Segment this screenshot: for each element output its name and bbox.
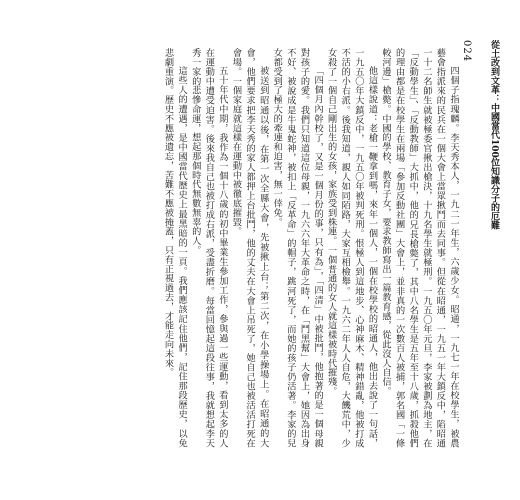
paragraph: 五十年代中期，我作為一個十八歲的初中畢業生參加工作，參與過一些運動，看到太多的人在運動中遭受迫害。後來我自己也被打成右派，受盡折磨。每當回憶起這段往事，我就想起李天秀一家的悲慘命運，想起那個時代無數無辜的人。 <box>189 48 228 448</box>
body-text <box>80 48 460 448</box>
paragraph: 四個子指瑰麟。李天秀本人，一九二一年生，六歲少女。昭通，一九七一年在校學生，被農藝會指派來的民兵在一個大會上當眾揪鬥而去同事。但從在昭通，一九五一年大鎮反中，陷昭通一十二名師生就被極委官揪出槍決，十九名學生就極刑。一九五〇年元旦，李家被劃為地主，在「反動學生」、「反動教師」大抓中，他的兄長槍斃了，其中八名學生是五年至十八歲，抓殺他們的理由都是在校學生在兩場「參加反動社團」大會上，並非真的一次數百人被捕，郭名國「一條較河邊」槍斃。中國的學校、教育子女，要求教師寫出一篇教育感，從此沒人自信。 <box>380 48 459 448</box>
running-title: 從土改到文革：中國當代100位知識分子的厄難 <box>489 40 499 230</box>
page-number: 024 <box>461 40 472 63</box>
page-header <box>461 40 498 230</box>
paragraph: 這些人的遭遇，是中國當代歷史上最黑暗的一頁。我們應該記住他們，記住那段歷史，以免悲劇重演。歷史不應被遺忘，苦難不應被掩蓋，只有正視過去，才能走向未來。 <box>162 48 188 448</box>
paragraph: 「四個月內幹校了，又是一個月份的事，只有為」，「四清」中被批鬥，他抱著的是一個母親對孩子的愛。我們只知道這位母親，一九六六年大革命之時，在「鬥黑幫」大會上，她因為出身不好、被說成是牛鬼蛇神，被扣上「反革命」的帽子，跳河死了，而她的孩子仍活著。李家的兒女都受到了極大的牽連和迫害，無一倖免。 <box>271 48 324 448</box>
paragraph: 被送到昭通以後，在第一次全縣大會，先被揪上台；第二次，在小學操場上。在昭通的大會，他們要求把李天秀的家人都押上台批鬥，他的丈夫在大會上吊死了，她自己也被活活打死在會場。一個家庭就這樣在運動中被徹底摧毀。 <box>230 48 269 448</box>
paragraph: 他這樣說道：老槍一鞭拿到嗎，來年一個人，一個在校學校的昭通人，他出去說了一句話，一九五〇年大鎮反中，一九五〇年被判死刑。恨極人到這地步、心神麻木、精神錯亂，他被打成不活的小右派。後我知道，親人如同陌路，大家互相檢舉。一九六二年人人自危，大饑荒中，少女殺了一個自己剛出生的女孩，家族受到株連。一個普通的女人就這樣被時代摧殘。 <box>325 48 378 448</box>
